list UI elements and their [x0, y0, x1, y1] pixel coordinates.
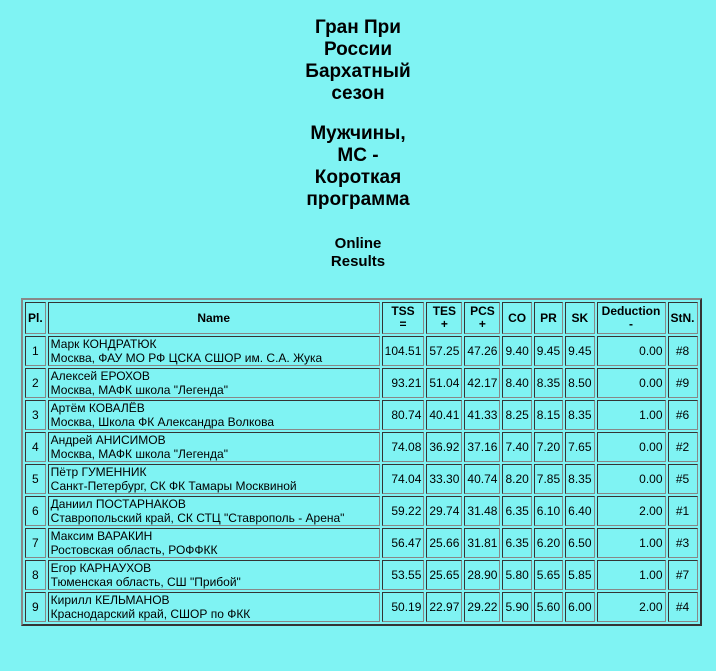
skater-cell	[48, 464, 380, 494]
skater-cell	[48, 368, 380, 398]
place-cell: 2	[25, 368, 46, 398]
sk-cell: 6.50	[565, 528, 594, 558]
place-cell: 3	[25, 400, 46, 430]
header-pr: PR	[534, 302, 563, 334]
skater-club: Москва, Школа ФК Александра Волкова	[50, 415, 274, 429]
skater-cell	[48, 528, 380, 558]
pcs-cell: 40.74	[464, 464, 500, 494]
header-deduction-label: Deduction	[601, 304, 661, 318]
table-row	[25, 592, 698, 622]
sk-cell: 9.45	[565, 336, 594, 366]
skater-cell	[48, 592, 380, 622]
skater-club: Ростовская область, РОФФКК	[50, 543, 218, 557]
header-tss-label: TSS	[391, 304, 415, 318]
tes-cell: 36.92	[426, 432, 462, 462]
sk-cell: 6.40	[565, 496, 594, 526]
pr-cell: 7.85	[534, 464, 563, 494]
skater-cell	[48, 336, 380, 366]
table-row	[25, 560, 698, 590]
pr-cell: 7.20	[534, 432, 563, 462]
tss-cell: 104.51	[382, 336, 425, 366]
place-cell: 6	[25, 496, 46, 526]
tss-cell: 56.47	[382, 528, 425, 558]
co-cell: 6.35	[502, 496, 531, 526]
co-cell: 8.20	[502, 464, 531, 494]
co-cell: 5.90	[502, 592, 531, 622]
place-cell: 7	[25, 528, 46, 558]
start-number-cell: #3	[668, 528, 698, 558]
pcs-cell: 31.81	[464, 528, 500, 558]
start-number-cell: #4	[668, 592, 698, 622]
skater-cell	[48, 400, 380, 430]
skater-club: Москва, МАФК школа "Легенда"	[50, 383, 228, 397]
start-number-cell: #2	[668, 432, 698, 462]
sk-cell: 7.65	[565, 432, 594, 462]
sk-cell: 5.85	[565, 560, 594, 590]
sk-cell: 8.35	[565, 464, 594, 494]
pr-cell: 8.15	[534, 400, 563, 430]
skater-name: Артём КОВАЛЁВ	[50, 401, 145, 415]
segment-title-line: программа	[306, 189, 410, 210]
header-tss	[382, 302, 425, 334]
pcs-cell: 37.16	[464, 432, 500, 462]
table-row	[25, 496, 698, 526]
segment-title	[283, 123, 433, 211]
pcs-cell: 42.17	[464, 368, 500, 398]
tss-cell: 74.08	[382, 432, 425, 462]
skater-club: Тюменская область, СШ "Прибой"	[50, 575, 241, 589]
results-table	[21, 298, 702, 626]
skater-name: Кирилл КЕЛЬМАНОВ	[50, 593, 170, 607]
header-co: CO	[502, 302, 531, 334]
header-name: Name	[48, 302, 380, 334]
deduction-cell: 0.00	[597, 368, 666, 398]
tes-cell: 25.65	[426, 560, 462, 590]
sk-cell: 8.35	[565, 400, 594, 430]
tss-cell: 50.19	[382, 592, 425, 622]
deduction-cell: 2.00	[597, 496, 666, 526]
header-row	[25, 302, 698, 334]
skater-name: Егор КАРНАУХОВ	[50, 561, 152, 575]
place-cell: 5	[25, 464, 46, 494]
start-number-cell: #9	[668, 368, 698, 398]
header-pcs-label: PCS	[470, 304, 495, 318]
deduction-cell: 1.00	[597, 528, 666, 558]
start-number-cell: #6	[668, 400, 698, 430]
header-tes-op: +	[440, 317, 448, 331]
header-tes	[426, 302, 462, 334]
subtitle-line: Online	[334, 235, 382, 252]
pr-cell: 6.10	[534, 496, 563, 526]
start-number-cell: #5	[668, 464, 698, 494]
header-sk: SK	[565, 302, 594, 334]
skater-cell	[48, 432, 380, 462]
sk-cell: 6.00	[565, 592, 594, 622]
tes-cell: 33.30	[426, 464, 462, 494]
start-number-cell: #8	[668, 336, 698, 366]
table-row	[25, 336, 698, 366]
event-title-line: Гран При	[315, 17, 401, 38]
deduction-cell: 0.00	[597, 432, 666, 462]
start-number-cell: #1	[668, 496, 698, 526]
tss-cell: 74.04	[382, 464, 425, 494]
event-title-line: Бархатный	[305, 61, 411, 82]
pcs-cell: 29.22	[464, 592, 500, 622]
header-pcs-op: +	[478, 317, 486, 331]
skater-club: Ставропольский край, СК СТЦ "Ставрополь - Арена"	[50, 511, 345, 525]
tes-cell: 29.74	[426, 496, 462, 526]
segment-title-line: Короткая	[314, 167, 402, 188]
event-title-line: России	[323, 39, 393, 60]
table-row	[25, 464, 698, 494]
place-cell: 8	[25, 560, 46, 590]
deduction-cell: 2.00	[597, 592, 666, 622]
co-cell: 6.35	[502, 528, 531, 558]
pr-cell: 9.45	[534, 336, 563, 366]
deduction-cell: 1.00	[597, 560, 666, 590]
deduction-cell: 1.00	[597, 400, 666, 430]
skater-club: Санкт-Петербург, СК ФК Тамары Москвиной	[50, 479, 297, 493]
pr-cell: 5.60	[534, 592, 563, 622]
skater-name: Максим ВАРАКИН	[50, 529, 153, 543]
table-row	[25, 528, 698, 558]
tes-cell: 40.41	[426, 400, 462, 430]
skater-cell	[48, 560, 380, 590]
event-title-line: сезон	[331, 83, 385, 104]
skater-club: Москва, МАФК школа "Легенда"	[50, 447, 228, 461]
page-header	[0, 17, 716, 271]
skater-name: Даниил ПОСТАРНАКОВ	[50, 497, 186, 511]
tss-cell: 93.21	[382, 368, 425, 398]
place-cell: 9	[25, 592, 46, 622]
place-cell: 1	[25, 336, 46, 366]
deduction-cell: 0.00	[597, 464, 666, 494]
pcs-cell: 47.26	[464, 336, 500, 366]
header-tes-label: TES	[432, 304, 457, 318]
tss-cell: 59.22	[382, 496, 425, 526]
segment-title-line: Мужчины,	[310, 123, 406, 144]
table-row	[25, 432, 698, 462]
tes-cell: 57.25	[426, 336, 462, 366]
tes-cell: 22.97	[426, 592, 462, 622]
co-cell: 9.40	[502, 336, 531, 366]
results-subtitle	[308, 235, 408, 271]
co-cell: 5.80	[502, 560, 531, 590]
skater-club: Москва, ФАУ МО РФ ЦСКА СШОР им. С.А. Жука	[50, 351, 323, 365]
place-cell: 4	[25, 432, 46, 462]
skater-name: Андрей АНИСИМОВ	[50, 433, 166, 447]
subtitle-line: Results	[330, 253, 386, 270]
pcs-cell: 28.90	[464, 560, 500, 590]
pr-cell: 6.20	[534, 528, 563, 558]
tss-cell: 53.55	[382, 560, 425, 590]
table-row	[25, 400, 698, 430]
deduction-cell: 0.00	[597, 336, 666, 366]
tes-cell: 25.66	[426, 528, 462, 558]
co-cell: 8.25	[502, 400, 531, 430]
sk-cell: 8.50	[565, 368, 594, 398]
pcs-cell: 31.48	[464, 496, 500, 526]
results-body	[25, 336, 698, 622]
header-deduction	[597, 302, 666, 334]
start-number-cell: #7	[668, 560, 698, 590]
header-place: Pl.	[25, 302, 46, 334]
skater-name: Марк КОНДРАТЮК	[50, 337, 157, 351]
co-cell: 8.40	[502, 368, 531, 398]
table-row	[25, 368, 698, 398]
skater-name: Алексей ЕРОХОВ	[50, 369, 150, 383]
header-pcs	[464, 302, 500, 334]
tss-cell: 80.74	[382, 400, 425, 430]
skater-club: Краснодарский край, СШОР по ФКК	[50, 607, 251, 621]
co-cell: 7.40	[502, 432, 531, 462]
header-start-number: StN.	[668, 302, 698, 334]
tes-cell: 51.04	[426, 368, 462, 398]
skater-name: Пётр ГУМЕННИК	[50, 465, 147, 479]
pr-cell: 8.35	[534, 368, 563, 398]
skater-cell	[48, 496, 380, 526]
pr-cell: 5.65	[534, 560, 563, 590]
header-tss-op: =	[399, 317, 407, 331]
event-title	[283, 17, 433, 105]
header-deduction-op: -	[629, 317, 634, 331]
segment-title-line: МС -	[337, 145, 379, 166]
pcs-cell: 41.33	[464, 400, 500, 430]
